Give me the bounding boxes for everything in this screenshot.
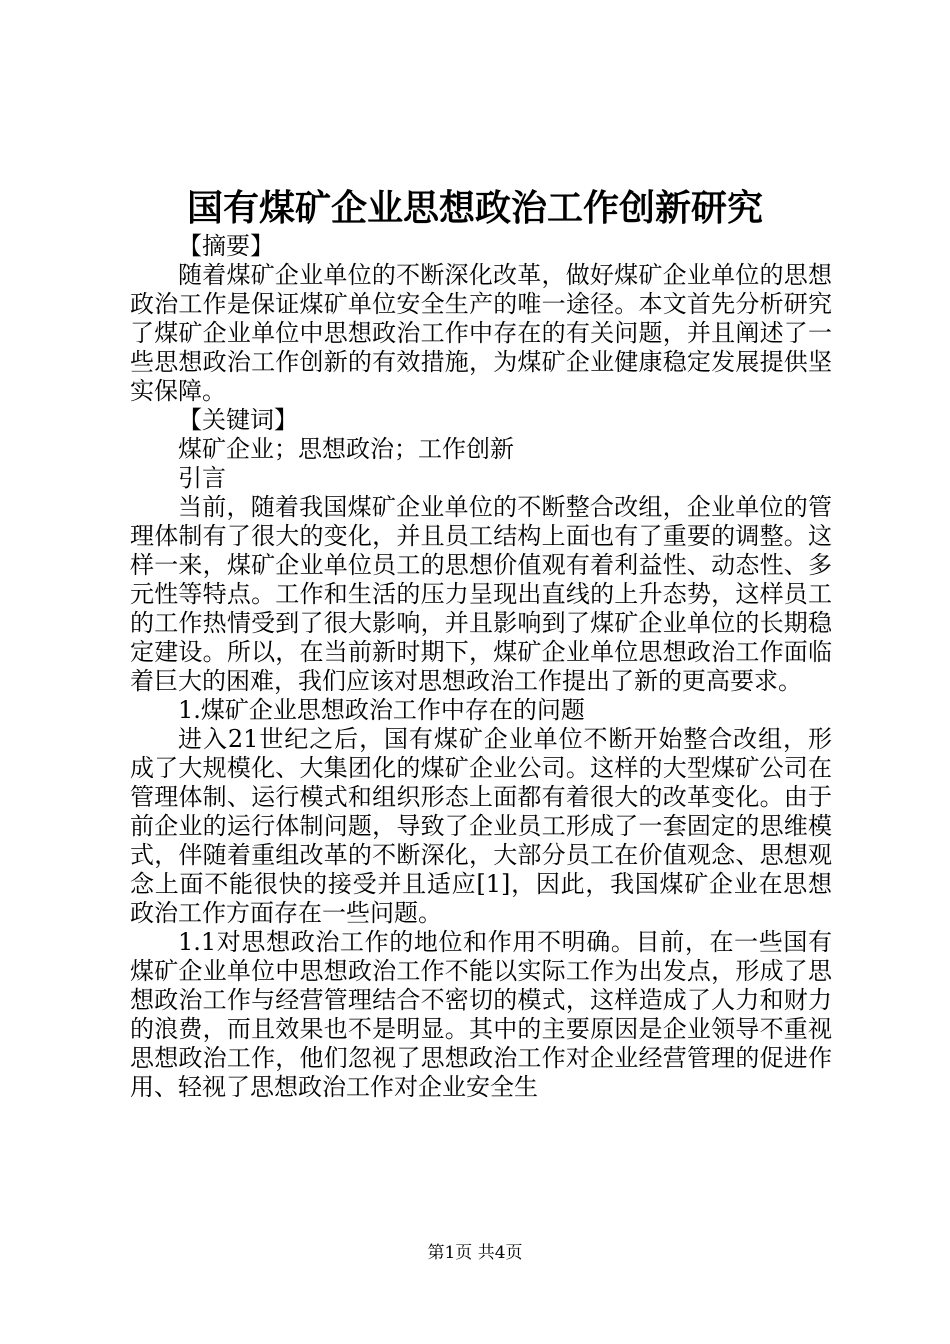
section-1-paragraph: 进入21世纪之后，国有煤矿企业单位不断开始整合改组，形成了大规模化、大集团化的煤矿企业公司。这样的大型煤矿公司在管理体制、运行模式和组织形态上面都有着很大的改革变化。由于前企业的运行体制问题，导致了企业员工形成了一套固定的思维模式，伴随着重组改革的不断深化，大部分员工在价值观念、思想观念上面不能很快的接受并且适应[1]，因此，我国煤矿企业在思想政治工作方面存在一些问题。	[130, 725, 832, 927]
intro-heading: 引言	[178, 464, 226, 492]
section-1-1-paragraph: 1.1对思想政治工作的地位和作用不明确。目前，在一些国有煤矿企业单位中思想政治工作不能以实际工作为出发点，形成了思想政治工作与经营管理结合不密切的模式，这样造成了人力和财力的浪费，而且效果也不是明显。其中的主要原因是企业领导不重视思想政治工作，他们忽视了思想政治工作对企业经营管理的促进作用、轻视了思想政治工作对企业安全生	[130, 928, 832, 1101]
section-1-heading: 1.煤矿企业思想政治工作中存在的问题	[178, 696, 585, 724]
document-title: 国有煤矿企业思想政治工作创新研究	[186, 187, 763, 229]
abstract-heading: 【摘要】	[178, 232, 274, 260]
abstract-paragraph: 随着煤矿企业单位的不断深化改革，做好煤矿企业单位的思想政治工作是保证煤矿单位安全生产的唯一途径。本文首先分析研究了煤矿企业单位中思想政治工作中存在的有关问题，并且阐述了一些思想政治工作创新的有效措施，为煤矿企业健康稳定发展提供坚实保障。	[130, 261, 832, 405]
document-body	[130, 232, 832, 1102]
keywords-heading: 【关键词】	[178, 406, 298, 434]
page-footer: 第1页 共4页	[427, 1243, 523, 1263]
intro-paragraph: 当前，随着我国煤矿企业单位的不断整合改组，企业单位的管理体制有了很大的变化，并且员工结构上面也有了重要的调整。这样一来，煤矿企业单位员工的思想价值观有着利益性、动态性、多元性等特点。工作和生活的压力呈现出直线的上升态势，这样员工的工作热情受到了很大影响，并且影响到了煤矿企业单位的长期稳定建设。所以，在当前新时期下，煤矿企业单位思想政治工作面临着巨大的困难，我们应该对思想政治工作提出了新的更高要求。	[130, 493, 832, 695]
keywords-paragraph: 煤矿企业；思想政治；工作创新	[178, 435, 514, 463]
